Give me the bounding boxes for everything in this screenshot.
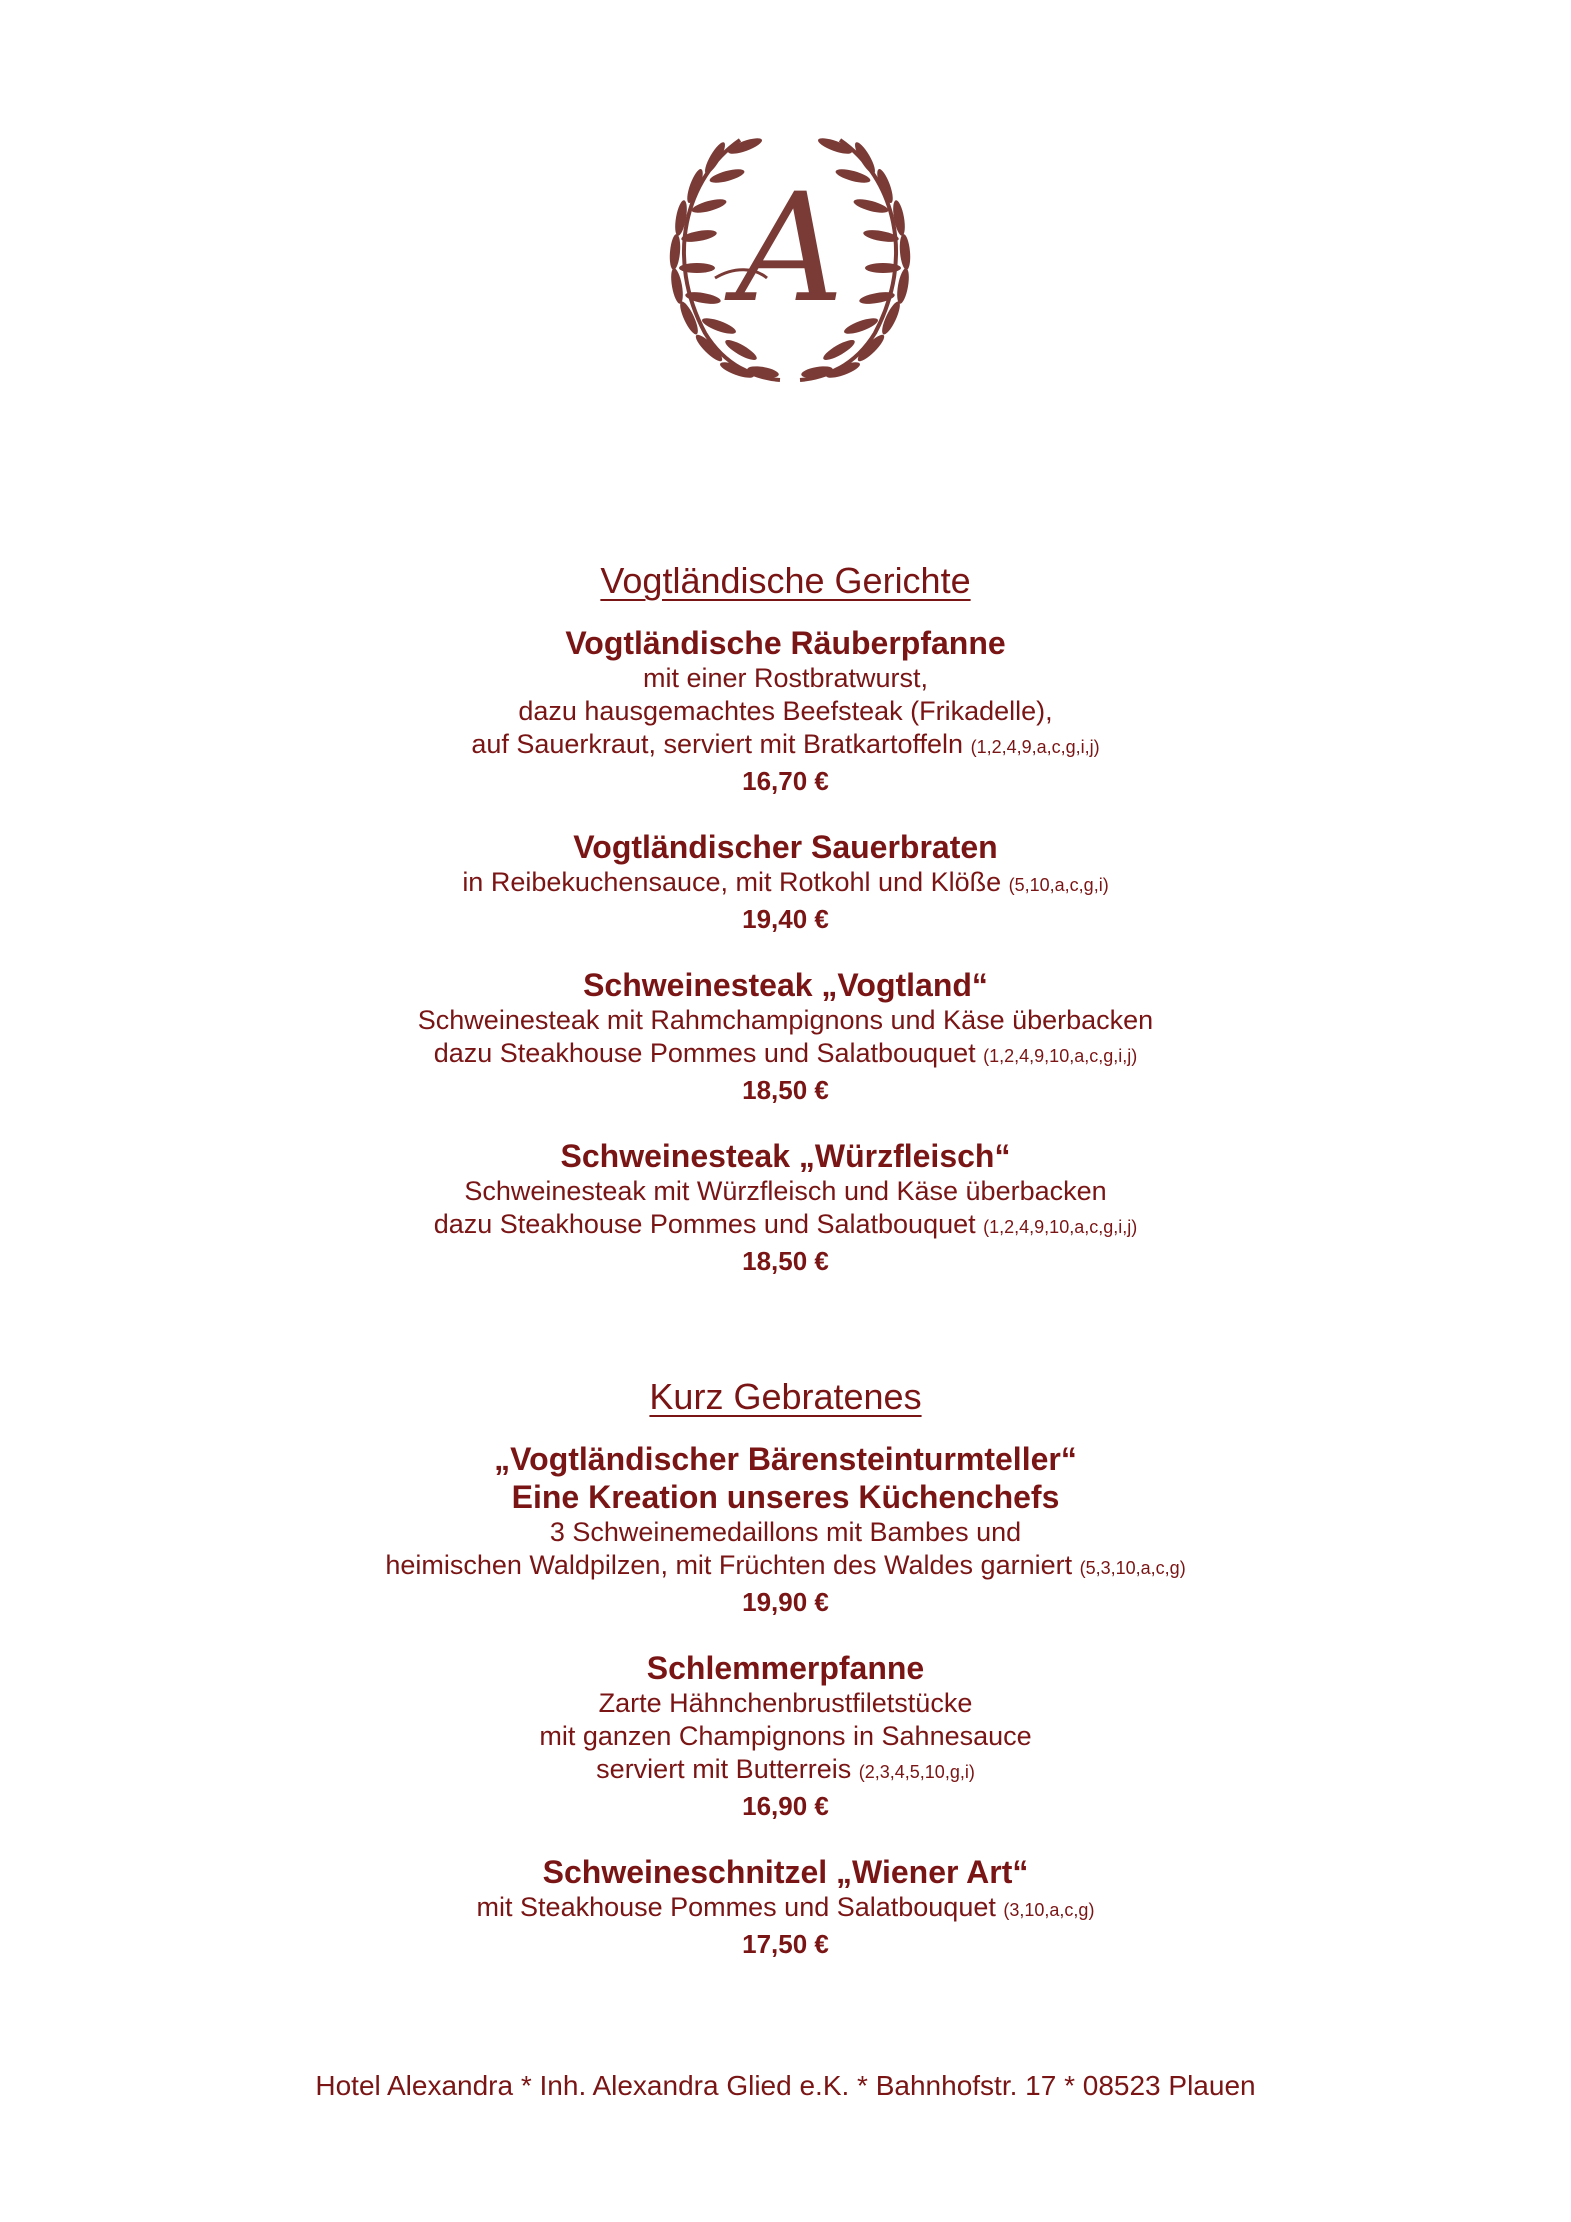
dish-description: Zarte Hähnchenbrustfiletstücke: [598, 1688, 973, 1718]
dish-price: 19,90 €: [742, 1587, 829, 1617]
dish-description: mit einer Rostbratwurst,: [642, 663, 929, 693]
allergen-codes: (5,10,a,c,g,i): [1008, 875, 1109, 895]
dish-description: heimischen Waldpilzen, mit Früchten des Waldes garniert (5,3,10,a,c,g): [385, 1550, 1186, 1580]
dish-description: dazu Steakhouse Pommes und Salatbouquet (1,2,4,9,10,a,c,g,i,j): [433, 1209, 1138, 1239]
dish-item: [0, 1853, 1571, 1961]
dish-description: Schweinesteak mit Würzfleisch und Käse überbacken: [464, 1176, 1107, 1206]
dish-description: mit Steakhouse Pommes und Salatbouquet (3,10,a,c,g): [476, 1892, 1095, 1922]
allergen-codes: (1,2,4,9,10,a,c,g,i,j): [983, 1046, 1138, 1066]
dish-name: Schlemmerpfanne: [646, 1650, 925, 1686]
dish-item: [0, 1440, 1571, 1619]
dish-description: auf Sauerkraut, serviert mit Bratkartoffeln (1,2,4,9,a,c,g,i,j): [471, 729, 1100, 759]
dish-item: [0, 1649, 1571, 1823]
allergen-codes: (1,2,4,9,10,a,c,g,i,j): [983, 1217, 1138, 1237]
footer-address: Hotel Alexandra * Inh. Alexandra Glied e.K. * Bahnhofstr. 17 * 08523 Plauen: [315, 2070, 1256, 2101]
dish-description: dazu Steakhouse Pommes und Salatbouquet (1,2,4,9,10,a,c,g,i,j): [433, 1038, 1138, 1068]
dish-price: 16,70 €: [742, 766, 829, 796]
menu-section: [0, 1372, 1571, 1961]
dish-name: Schweinesteak „Würzfleisch“: [560, 1138, 1011, 1174]
dish-name: Vogtländische Räuberpfanne: [565, 625, 1006, 661]
section-title: Kurz Gebratenes: [649, 1376, 922, 1417]
svg-text:A: A: [735, 162, 845, 336]
dish-name: Vogtländischer Sauerbraten: [573, 829, 998, 865]
dish-description: Schweinesteak mit Rahmchampignons und Käse überbacken: [417, 1005, 1154, 1035]
dish-subtitle: Eine Kreation unseres Küchenchefs: [511, 1479, 1060, 1515]
menu-content: [0, 556, 1571, 1991]
menu-section: [0, 556, 1571, 1278]
dish-price: 18,50 €: [742, 1075, 829, 1105]
dish-name: Schweinesteak „Vogtland“: [583, 967, 988, 1003]
allergen-codes: (3,10,a,c,g): [1003, 1900, 1095, 1920]
dish-description: mit ganzen Champignons in Sahnesauce: [539, 1721, 1032, 1751]
dish-description: serviert mit Butterreis (2,3,4,5,10,g,i): [596, 1754, 975, 1784]
allergen-codes: (5,3,10,a,c,g): [1079, 1558, 1186, 1578]
dish-item: [0, 1137, 1571, 1278]
laurel-wreath-monogram-icon: [645, 128, 935, 388]
dish-price: 19,40 €: [742, 904, 829, 934]
dish-price: 16,90 €: [742, 1791, 829, 1821]
allergen-codes: (2,3,4,5,10,g,i): [858, 1762, 975, 1782]
dish-item: [0, 966, 1571, 1107]
dish-item: [0, 828, 1571, 936]
dish-item: [0, 624, 1571, 798]
dish-name: Schweineschnitzel „Wiener Art“: [542, 1854, 1029, 1890]
dish-price: 18,50 €: [742, 1246, 829, 1276]
dish-description: dazu hausgemachtes Beefsteak (Frikadelle),: [518, 696, 1053, 726]
allergen-codes: (1,2,4,9,a,c,g,i,j): [970, 737, 1100, 757]
dish-description: 3 Schweinemedaillons mit Bambes und: [549, 1517, 1022, 1547]
dish-name: „Vogtländischer Bärensteinturmteller“: [494, 1441, 1077, 1477]
dish-description: in Reibekuchensauce, mit Rotkohl und Klöße (5,10,a,c,g,i): [462, 867, 1109, 897]
section-title: Vogtländische Gerichte: [600, 560, 971, 601]
dish-price: 17,50 €: [742, 1929, 829, 1959]
